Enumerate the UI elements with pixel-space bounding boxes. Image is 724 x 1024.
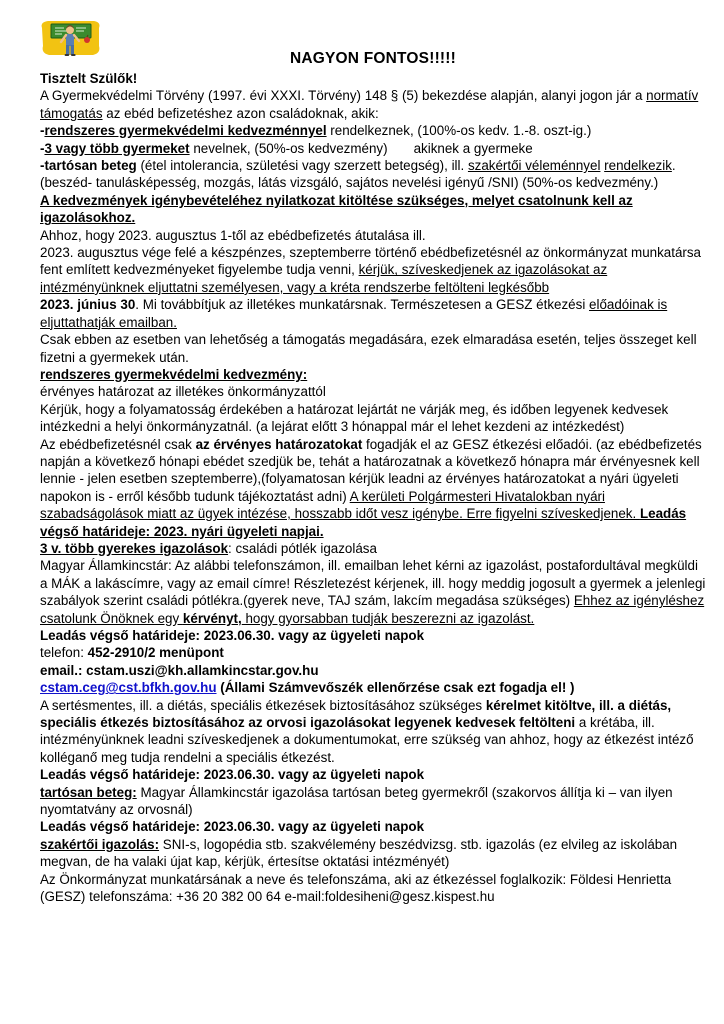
eligibility-3-detail: . (beszéd- tanulásképesség, mozgás, látás vizsgáló, sajátos nevelési igényű /SNI) (50%-os kedvezmény.) [40, 158, 676, 191]
expert-certificate-paragraph [40, 836, 706, 871]
june-deadline-paragraph [40, 296, 706, 331]
bullet-dash: - [40, 140, 45, 156]
section-heading-regular-child-protection: rendszeres gyermekvédelmi kedvezmény: [40, 366, 308, 382]
treasury-text: Magyar Államkincstár: Az alábbi telefonszámon, ill. emailban lehet kérni az igazolást, postafordultával megküldi a MÁK a lakáscímre, vagy az email címre! Részletezést kérjenek, ill. hogy meddig jogosult a gyermek a jelenlegi szabályok szerint családi pótlékra.(gyerek neve, TAJ szám, lakcím megadása szükséges) [40, 558, 706, 609]
chronically-ill-label: tartósan beteg: [40, 784, 137, 800]
eligibility-3-label: tartósan beteg [44, 158, 137, 174]
diet-paragraph [40, 697, 706, 767]
application-attach-note-b: hogy gyorsabban tudják beszerezni az igazolást. [241, 610, 535, 626]
email-link-note: (Állami Számvevőszék ellenőrzése csak ezt fogadja el! ) [216, 680, 575, 696]
eligibility-item-2 [40, 140, 706, 157]
application-attach-note-a: Ehhez az igényléshez csatolunk Önöknek egy [40, 593, 705, 626]
three-children-label: 3 v. több gyerekes igazolások [40, 540, 229, 556]
diet-text-a: A sertésmentes, ill. a diétás, speciális étkezések biztosításához szükséges [40, 697, 486, 713]
cstam-ceg-email-link[interactable]: cstam.ceg@cst.bfkh.gov.hu [40, 680, 217, 696]
three-children-detail: : családi pótlék igazolása [228, 540, 377, 556]
district-office-note: A kerületi Polgármesteri Hivatalokban nyári szabadságolások miatt az ügyek intézése, hosszabb időt vesz igénybe. Erre figyelni szíveskedjenek. [40, 488, 640, 522]
normative-support-term: normatív támogatás [40, 88, 699, 121]
only-in-this-case-paragraph: Csak ebben az esetben van lehetőség a támogatás megadására, ezek elmaradása esetén, teljes összeget kell fizetni a gyermekek után. [40, 332, 697, 365]
deadline-line-1: Leadás végső határideje: 2023.06.30. vagy az ügyeleti napok [40, 628, 425, 643]
continuity-request-paragraph: Kérjük, hogy a folyamatosság érdekében a határozat lejártát ne várják meg, és időben legyenek kedvesek intézkedni a helyi önkormányzatnál. (a lejárat előtt 3 hónappal már el lehet kezdeni az intézkedést) [40, 401, 669, 435]
june-deadline-date: 2023. június 30 [40, 297, 136, 313]
intro-line-2-rest: az ebéd befizetéshez azon családoknak, akik: [102, 105, 379, 121]
diet-text-b: a krétába, ill. intézményünknek leadni szíveskedjenek a dokumentumokat, erre szükség van ahhoz, hogy az étkezést intéző kolléganő meg tudja rendelni a speciális étkezést. [40, 715, 694, 765]
page-title: NAGYON FONTOS!!!!! [289, 50, 457, 67]
diet-emphasis: kérelmet kitöltve, ill. a diétás, speciális étkezés biztosításához az orvosi igazolásokat legyenek kedvesek feltölteni [40, 697, 672, 731]
email-link-line [40, 679, 706, 696]
declaration-notice: A kedvezmények igénybevételéhez nyilatkozat kitöltése szükséges, melyet csatolnunk kell az igazolásokhoz. [40, 192, 633, 226]
email-line [40, 662, 706, 679]
bullet-dash: - [40, 123, 45, 139]
august-payment-paragraph [40, 244, 706, 296]
expert-opinion-term-b: rendelkezik [604, 158, 672, 174]
salutation: Tisztelt Szülők! [40, 71, 138, 86]
phone-value: 452-2910/2 menüpont [87, 645, 224, 661]
expert-opinion-term-a: szakértői véleménnyel [467, 158, 601, 174]
intro-line-1: A Gyermekvédelmi Törvény (1997. évi XXXI. Törvény) 148 § (5) bekezdése alapján, alanyi jogon jár a [40, 88, 643, 104]
valid-decisions-text-b: fogadják el az GESZ étkezési előadói. (az ebédbefizetés napján a következő hónapi ebédet szedjük be, tehát a határozatnak a következő hónapra már érvényesnek kell lennie - jelen esetben szeptemberre),(folyamatosan kérjük leadni az érvényes határozatokat a nyári ügyeleti napokon is - erről később tudunk tájékoztatást adni) [40, 436, 702, 504]
eligibility-2-label: 3 vagy több gyermeket [44, 140, 190, 156]
phone-label: telefon: [40, 645, 88, 661]
deadline-line-2: Leadás végső határideje: 2023.06.30. vagy az ügyeleti napok [40, 767, 425, 783]
valid-decisions-emphasis: az érvényes határozatokat [195, 436, 363, 452]
section-heading-three-children [40, 540, 706, 557]
email-value: cstam.uszi@kh.allamkincstar.gov.hu [86, 662, 319, 678]
eligibility-1-detail: rendelkeznek, (100%-os kedv. 1.-8. oszt-ig.) [326, 123, 592, 139]
deadline-line-3: Leadás végső határideje: 2023.06.30. vagy az ügyeleti napok [40, 819, 425, 835]
municipality-contact-paragraph: Az Önkormányzat munkatársának a neve és telefonszáma, aki az étkezéssel foglalkozik: Földesi Henrietta (GESZ) telefonszáma: +36 20 382 00 64 e-mail:foldesiheni@gesz.kispest.hu [40, 871, 672, 905]
eligibility-item-1 [40, 122, 706, 139]
valid-decisions-text-a: Az ebédbefizetésnél csak [40, 436, 196, 452]
submission-request-underlined: kérjük, szíveskedjenek az igazolásokat az intézményünknek eljuttatni személyesen, vagy a kréta rendszerbe feltölteni legkésőbb [40, 262, 608, 295]
expert-certificate-detail: SNI-s, logopédia stb. szakvélemény beszédvizsg. stb. igazolás (ez elvileg az iskolában megvan, de ha valaki újat kap, kérjük, értesítse oktatási intézményét) [40, 836, 678, 870]
phone-line [40, 644, 706, 661]
eligibility-2-tail: akiknek a gyermeke [413, 140, 533, 156]
treasury-paragraph [40, 557, 706, 627]
august-payment-text: 2023. augusztus vége felé a készpénzes, szeptemberre történő ebédbefizetésnél az önkormányzat munkatársa fent említett kedvezményeket figyelembe tudja venni, [40, 245, 701, 278]
transfer-note: Ahhoz, hogy 2023. augusztus 1-től az ebédbefizetés átutalása ill. [40, 227, 426, 243]
june-deadline-text: . Mi továbbítjuk az illetékes munkatársnak. Természetesen a GESZ étkezési [135, 297, 590, 313]
application-term: kérvényt, [182, 610, 242, 626]
email-label: email.: [40, 662, 87, 678]
eligibility-item-3 [40, 157, 706, 192]
document-body [40, 70, 706, 906]
intro-paragraph [40, 87, 706, 122]
gesz-email-note: előadóinak is eljuttathatják emailban. [40, 297, 668, 330]
header-row [40, 14, 706, 67]
valid-decisions-paragraph [40, 436, 706, 540]
eligibility-3-mid: (étel intolerancia, születési vagy szerzett betegség), ill. [136, 158, 468, 174]
expert-certificate-label: szakértői igazolás: [40, 836, 160, 852]
valid-decision-line: érvényes határozat az illetékes önkormányzattól [40, 384, 326, 400]
eligibility-1-label: rendszeres gyermekvédelmi kedvezménnyel [44, 123, 327, 139]
chronically-ill-detail: Magyar Államkincstár igazolása tartósan beteg gyermekről (szakorvos állítja ki – van ilyen nyomtatvány az orvosnál) [40, 784, 673, 818]
bullet-dash: - [40, 158, 45, 174]
eligibility-2-detail: nevelnek, (50%-os kedvezmény) [189, 140, 388, 156]
summer-duty-deadline: Leadás végső határideje: 2023. nyári ügyeleti napjai. [40, 506, 687, 539]
chronically-ill-paragraph [40, 784, 706, 819]
